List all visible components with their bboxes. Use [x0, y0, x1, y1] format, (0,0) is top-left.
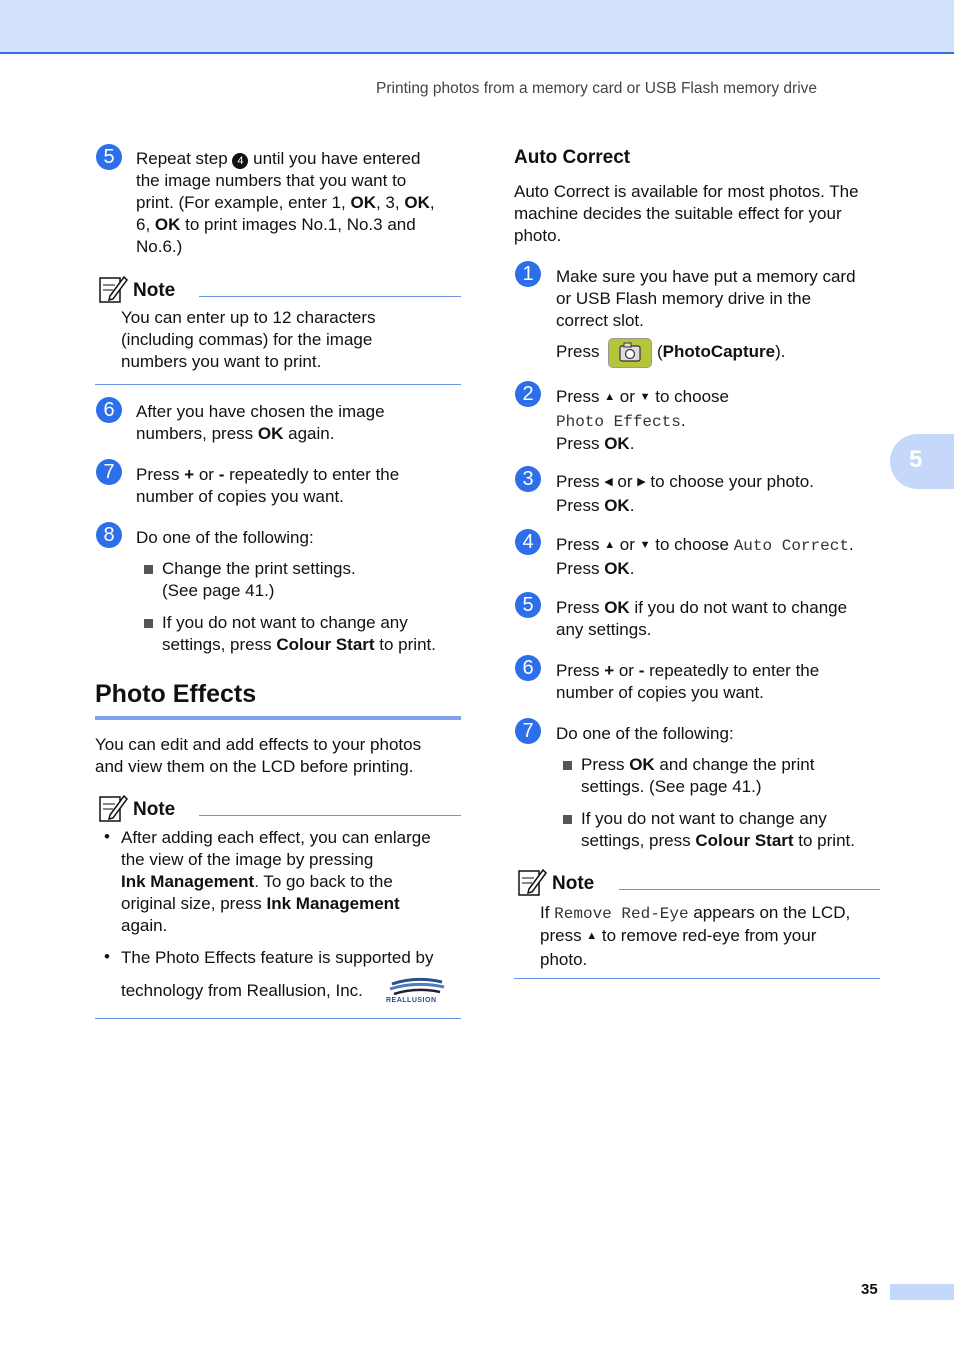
step-number: 1	[515, 261, 541, 287]
note-label: Note	[552, 873, 595, 894]
note-pencil-icon	[517, 867, 547, 897]
bullet-item: If you do not want to change any settings, press Colour Start to print.	[563, 808, 855, 852]
note-heading	[98, 274, 461, 306]
right-arrow-icon: ▶	[637, 476, 646, 488]
camera-icon	[609, 339, 651, 367]
r-step-7-text: Do one of the following:	[556, 724, 734, 743]
note-2-bullet-1: After adding each effect, you can enlarge the view of the image by pressing Ink Management. To go back to the original size, press Ink Management again.	[121, 828, 431, 935]
left-arrow-icon: ◀	[604, 476, 613, 488]
bullet-dot: •	[104, 827, 110, 846]
r-step-3-text: Press ◀ or ▶ to choose your photo. Press OK.	[556, 472, 814, 515]
step-number: 6	[96, 397, 122, 423]
up-arrow-icon: ▲	[604, 391, 616, 403]
section-rule	[95, 716, 461, 720]
page-number: 35	[861, 1281, 878, 1298]
r-step-1-photocapture: (PhotoCapture).	[657, 342, 786, 361]
note-bottom-rule	[95, 1018, 461, 1019]
step-number: 5	[96, 144, 122, 170]
step-number: 5	[515, 592, 541, 618]
r-step-1-press: Press	[556, 342, 600, 361]
bullet-dot: •	[104, 947, 110, 966]
note-rule	[199, 815, 461, 816]
step-ref-circle: 4	[232, 153, 248, 169]
subsection-intro: Auto Correct is available for most photos. The machine decides the suitable effect for your photo.	[514, 182, 859, 245]
note-pencil-icon	[98, 793, 128, 823]
bullet-item: Change the print settings. (See page 41.)	[144, 558, 356, 602]
top-band	[0, 0, 954, 54]
r-step-2-text: Press ▲ or ▼ to choose Photo Effects. Press OK.	[556, 387, 729, 453]
step-number: 2	[515, 381, 541, 407]
photocapture-button-icon	[608, 338, 652, 368]
step-5-text: Repeat step 4 until you have entered the image numbers that you want to print. (For example, enter 1, OK, 3, OK, 6, OK to print images No.1, No.3 and No.6.)	[136, 149, 435, 256]
reallusion-logo	[386, 976, 448, 1006]
step-number: 7	[96, 459, 122, 485]
up-arrow-icon: ▲	[586, 930, 598, 942]
subsection-title: Auto Correct	[514, 147, 631, 168]
note-label: Note	[133, 280, 176, 301]
down-arrow-icon: ▼	[639, 539, 651, 551]
bullet-item: If you do not want to change any settings, press Colour Start to print.	[144, 612, 436, 656]
step-8-text: Do one of the following:	[136, 528, 314, 547]
note-rule	[619, 889, 880, 890]
step-number: 4	[515, 529, 541, 555]
r-step-1-text: Make sure you have put a memory card or USB Flash memory drive in the correct slot.	[556, 267, 856, 330]
note-heading	[98, 793, 461, 825]
step-number: 6	[515, 655, 541, 681]
step-7-text: Press + or - repeatedly to enter the number of copies you want.	[136, 465, 400, 506]
r-step-4-text: Press ▲ or ▼ to choose Auto Correct. Press OK.	[556, 535, 854, 578]
note-bottom-rule	[514, 978, 880, 979]
r-step-6-text: Press + or - repeatedly to enter the number of copies you want.	[556, 661, 820, 702]
section-title: Photo Effects	[95, 680, 257, 708]
page-number-bar	[890, 1284, 954, 1300]
step-number: 7	[515, 718, 541, 744]
bullet-item: Press OK and change the print settings. (See page 41.)	[563, 754, 814, 798]
down-arrow-icon: ▼	[639, 391, 651, 403]
chapter-number: 5	[909, 446, 923, 473]
step-number: 8	[96, 522, 122, 548]
section-intro: You can edit and add effects to your photos and view them on the LCD before printing.	[95, 735, 422, 776]
note-bottom-rule	[95, 384, 461, 385]
note-2-bullet-2: The Photo Effects feature is supported by technology from Reallusion, Inc.	[121, 948, 434, 1000]
reallusion-logo-text: REALLUSION	[386, 997, 437, 1004]
r-step-5-text: Press OK if you do not want to change any settings.	[556, 598, 848, 639]
note-label: Note	[133, 799, 176, 820]
step-number: 3	[515, 466, 541, 492]
step-6-text: After you have chosen the image numbers, press OK again.	[136, 402, 385, 443]
note-1-text: You can enter up to 12 characters (including commas) for the image numbers you want to print.	[121, 308, 376, 371]
note-pencil-icon	[98, 274, 128, 304]
note-rule	[199, 296, 461, 297]
note-heading	[517, 867, 880, 899]
running-head: Printing photos from a memory card or USB Flash memory drive	[376, 80, 818, 97]
chapter-tab	[890, 434, 954, 489]
r-note-text: If Remove Red-Eye appears on the LCD, press ▲ to remove red-eye from your photo.	[540, 903, 851, 969]
up-arrow-icon: ▲	[604, 539, 616, 551]
